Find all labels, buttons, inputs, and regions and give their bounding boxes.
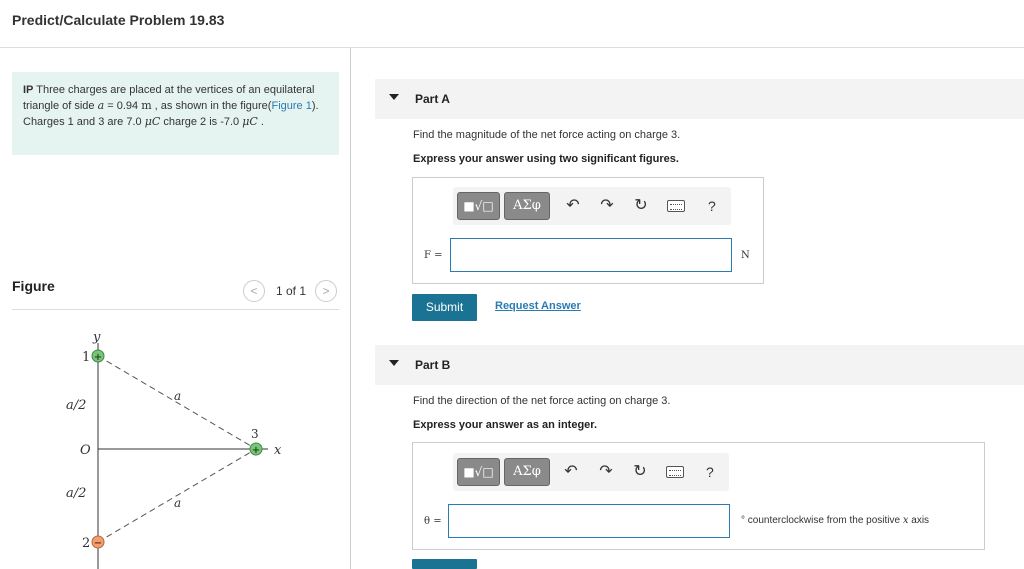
math-toolbar xyxy=(453,187,731,225)
reset-icon[interactable]: ↻ xyxy=(634,197,648,214)
part-b-answer-box xyxy=(412,442,985,550)
part-a-request-answer-link[interactable]: Request Answer xyxy=(495,300,581,312)
charge-3-positive-icon xyxy=(250,443,262,456)
page-title: Predict/Calculate Problem 19.83 xyxy=(12,12,225,28)
undo-icon[interactable]: ↶ xyxy=(564,463,578,480)
collapse-triangle-icon[interactable] xyxy=(389,360,399,366)
part-b-question: Find the direction of the net force acting on charge 3. xyxy=(413,395,671,407)
angle-input[interactable] xyxy=(448,504,730,538)
plus-sign: + xyxy=(93,352,103,363)
charge-2-label: 2 xyxy=(82,536,91,551)
part-b-header[interactable] xyxy=(375,345,1024,385)
templates-button[interactable]: ■√□ xyxy=(457,192,500,220)
redo-icon[interactable]: ↷ xyxy=(600,197,614,214)
collapse-triangle-icon[interactable] xyxy=(389,94,399,100)
part-a-question: Find the magnitude of the net force acting on charge 3. xyxy=(413,129,681,141)
force-label: F = xyxy=(424,250,443,261)
unit-m: m xyxy=(141,99,152,112)
problem-text: Three charges are placed at the vertices of an equilateral triangle of side xyxy=(23,84,315,112)
problem-text: ). Charges 1 and 3 are 7.0 xyxy=(23,100,319,128)
force-input[interactable] xyxy=(450,238,732,272)
a-half-bottom-label: a/2 xyxy=(66,486,87,501)
var-a: a xyxy=(97,99,105,112)
angle-label: θ = xyxy=(424,516,442,527)
keyboard-icon[interactable] xyxy=(666,466,684,478)
undo-icon[interactable]: ↶ xyxy=(566,197,580,214)
part-a-title: Part A xyxy=(415,92,450,106)
y-axis-label: y xyxy=(93,330,101,345)
charge-1-positive-icon xyxy=(92,350,104,363)
var-x: x xyxy=(902,515,909,526)
minus-sign: − xyxy=(93,538,103,549)
figure-pager xyxy=(243,280,339,302)
reset-icon[interactable]: ↻ xyxy=(633,463,647,480)
part-a-answer-box xyxy=(412,177,764,284)
problem-text: = 0.94 xyxy=(104,100,142,112)
side-bottom-label: a xyxy=(174,496,182,510)
help-icon[interactable]: ? xyxy=(708,198,716,214)
unit-microcoulomb: μC xyxy=(242,115,258,128)
origin-label: O xyxy=(80,443,91,458)
unit-microcoulomb: μC xyxy=(144,115,161,128)
part-b-submit-button[interactable] xyxy=(412,559,477,569)
figure-title: Figure xyxy=(12,278,55,294)
part-b-title: Part B xyxy=(415,358,451,372)
greek-symbols-button[interactable]: ΑΣφ xyxy=(504,458,550,486)
problem-text: , as shown in the figure( xyxy=(151,100,272,112)
keyboard-icon[interactable] xyxy=(667,200,685,212)
angle-unit-text xyxy=(741,515,929,526)
right-panel xyxy=(352,48,1024,569)
part-a-submit-button[interactable]: Submit xyxy=(412,294,477,321)
divider xyxy=(12,309,339,310)
direction-text: axis xyxy=(908,515,930,526)
page-header xyxy=(0,0,1024,48)
degree-sign: ° xyxy=(741,515,745,526)
unit-newton: N xyxy=(741,250,750,261)
left-panel xyxy=(0,48,351,569)
part-b-instruction: Express your answer as an integer. xyxy=(413,419,598,431)
templates-button[interactable]: ■√□ xyxy=(457,458,500,486)
triangle-figure xyxy=(50,323,300,569)
figure-page-count: 1 of 1 xyxy=(276,284,307,298)
problem-statement xyxy=(12,72,339,155)
charge-1-label: 1 xyxy=(82,350,91,365)
greek-symbols-button[interactable]: ΑΣφ xyxy=(504,192,550,220)
side-top-label: a xyxy=(174,389,182,403)
figure-link[interactable]: Figure 1 xyxy=(271,100,312,112)
x-axis-label: x xyxy=(274,443,282,458)
charge-2-negative-icon xyxy=(92,536,104,549)
prev-figure-button[interactable]: < xyxy=(243,280,265,302)
math-toolbar xyxy=(453,453,729,491)
problem-text: charge 2 is -7.0 xyxy=(160,116,243,128)
help-icon[interactable]: ? xyxy=(706,464,714,480)
next-figure-button[interactable]: > xyxy=(315,280,337,302)
a-half-top-label: a/2 xyxy=(66,398,87,413)
part-a-header[interactable] xyxy=(375,79,1024,119)
direction-text: counterclockwise from the positive xyxy=(745,515,903,526)
charge-3-label: 3 xyxy=(251,427,259,441)
ip-tag: IP xyxy=(23,84,34,96)
redo-icon[interactable]: ↷ xyxy=(599,463,613,480)
part-a-instruction: Express your answer using two significant figures. xyxy=(413,153,679,165)
plus-sign: + xyxy=(251,445,261,456)
problem-text: . xyxy=(257,116,264,128)
